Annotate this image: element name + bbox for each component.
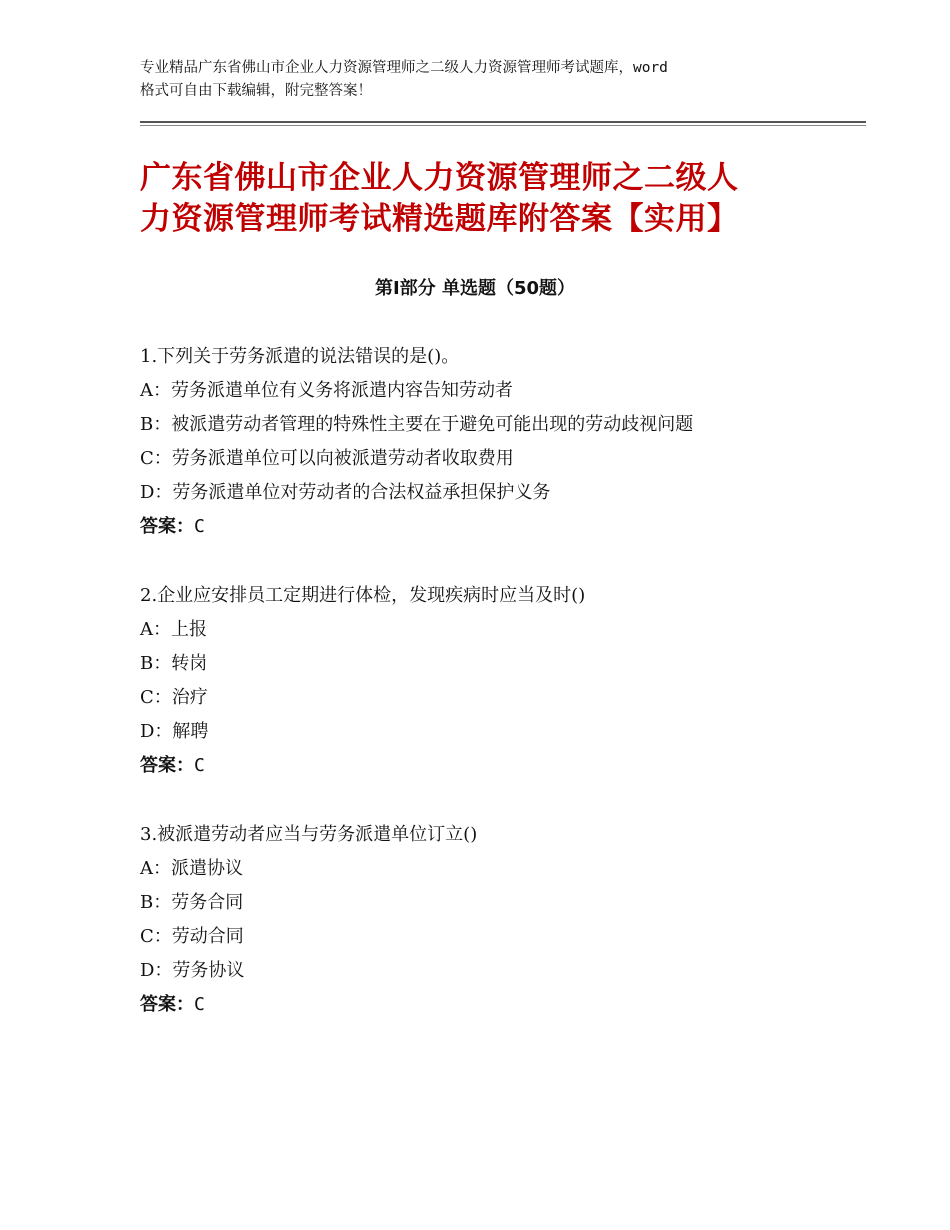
section-heading: 第Ⅰ部分 单选题（50题） [374,278,575,299]
answer-label: 答案： [140,755,194,776]
answer-line [140,988,860,1022]
option-c: C：治疗 [140,687,208,708]
option-b: B：被派遣劳动者管理的特殊性主要在于避免可能出现的劳动歧视问题 [140,414,694,435]
question-1 [140,340,860,544]
header-note [140,57,830,103]
option-b: B：劳务合同 [140,892,244,913]
answer-line [140,510,860,544]
answer-label: 答案： [140,516,194,537]
document-title [140,158,840,240]
question-2 [140,579,860,783]
option-d: D：劳务派遣单位对劳动者的合法权益承担保护义务 [140,482,551,503]
option-d: D：解聘 [140,721,209,742]
answer-label: 答案： [140,994,194,1015]
option-a: A：派遣协议 [140,858,243,879]
option-c: C：劳务派遣单位可以向被派遣劳动者收取费用 [140,448,514,469]
header-note-line-1: 专业精品广东省佛山市企业人力资源管理师之二级人力资源管理师考试题库，word [140,60,668,76]
header-divider-thick [140,121,866,123]
question-stem: 2.企业应安排员工定期进行体检，发现疾病时应当及时() [140,585,586,606]
answer-value: C [194,755,205,776]
header-divider-thin [140,125,866,126]
option-c: C：劳动合同 [140,926,244,947]
answer-value: C [194,516,205,537]
question-stem: 1.下列关于劳务派遣的说法错误的是()。 [140,346,460,367]
option-d: D：劳务协议 [140,960,245,981]
question-stem: 3.被派遣劳动者应当与劳务派遣单位订立() [140,824,478,845]
header-note-line-2: 格式可自由下载编辑，附完整答案！ [140,83,372,99]
option-a: A：上报 [140,619,207,640]
option-b: B：转岗 [140,653,208,674]
answer-value: C [194,994,205,1015]
question-3 [140,818,860,1022]
answer-line [140,749,860,783]
option-a: A：劳务派遣单位有义务将派遣内容告知劳动者 [140,380,513,401]
document-title-line-1: 广东省佛山市企业人力资源管理师之二级人 [140,160,739,196]
document-title-line-2: 力资源管理师考试精选题库附答案【实用】 [140,201,739,237]
